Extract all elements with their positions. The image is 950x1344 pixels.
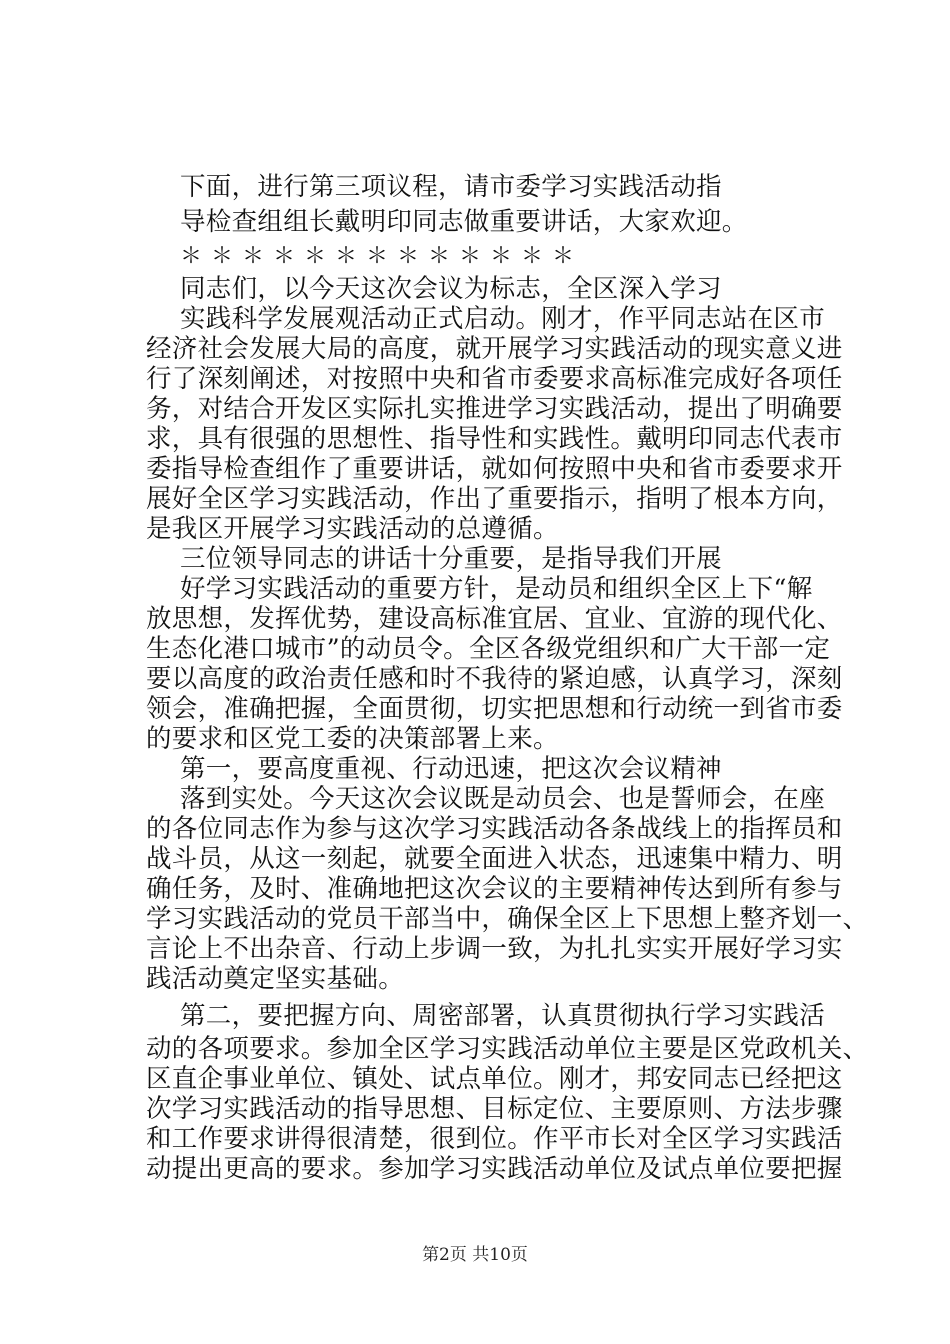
text-line: 的要求和区党工委的决策部署上来。 <box>146 724 559 754</box>
text-line: 要以高度的政治责任感和时不我待的紧迫感，认真学习，深刻 <box>146 664 843 694</box>
text-line: 是我区开展学习实践活动的总遵循。 <box>146 514 559 544</box>
text-line: 下面，进行第三项议程，请市委学习实践活动指 <box>180 172 722 202</box>
text-line: 言论上不出杂音、行动上步调一致，为扎扎实实开展好学习实 <box>146 934 843 964</box>
text-line: 务，对结合开发区实际扎实推进学习实践活动，提出了明确要 <box>146 394 843 424</box>
text-line: 战斗员，从这一刻起，就要全面进入状态，迅速集中精力、明 <box>146 844 843 874</box>
text-line: 动的各项要求。参加全区学习实践活动单位主要是区党政机关、 <box>146 1034 869 1064</box>
text-line: 经济社会发展大局的高度，就开展学习实践活动的现实意义进 <box>146 334 843 364</box>
text-line: 同志们，以今天这次会议为标志，全区深入学习 <box>180 274 722 304</box>
text-line: 确任务，及时、准确地把这次会议的主要精神传达到所有参与 <box>146 874 843 904</box>
text-line: 动提出更高的要求。参加学习实践活动单位及试点单位要把握 <box>146 1154 843 1184</box>
text-line: 第二，要把握方向、周密部署，认真贯彻执行学习实践活 <box>180 1001 826 1031</box>
text-line: 次学习实践活动的指导思想、目标定位、主要原则、方法步骤 <box>146 1094 843 1124</box>
text-line: 领会，准确把握，全面贯彻，切实把思想和行动统一到省市委 <box>146 694 843 724</box>
text-line: 生态化港口城市”的动员令。全区各级党组织和广大干部一定 <box>146 634 831 664</box>
text-line: 行了深刻阐述，对按照中央和省市委要求高标准完成好各项任 <box>146 364 843 394</box>
text-line: 放思想，发挥优势，建设高标准宜居、宜业、宜游的现代化、 <box>146 604 843 634</box>
text-line: 和工作要求讲得很清楚，很到位。作平市长对全区学习实践活 <box>146 1124 843 1154</box>
text-line: 三位领导同志的讲话十分重要，是指导我们开展 <box>180 544 722 574</box>
text-line: 第一，要高度重视、行动迅速，把这次会议精神 <box>180 754 722 784</box>
text-line: 区直企事业单位、镇处、试点单位。刚才，邦安同志已经把这 <box>146 1064 843 1094</box>
text-line: 好学习实践活动的重要方针，是动员和组织全区上下“解 <box>180 574 813 604</box>
text-line: 导检查组组长戴明印同志做重要讲话，大家欢迎。 <box>180 207 748 237</box>
text-line: 实践科学发展观活动正式启动。刚才，作平同志站在区市 <box>180 304 826 334</box>
text-line: 践活动奠定坚实基础。 <box>146 964 405 994</box>
text-line: 求，具有很强的思想性、指导性和实践性。戴明印同志代表市 <box>146 424 843 454</box>
text-line: 展好全区学习实践活动，作出了重要指示，指明了根本方向， <box>146 484 843 514</box>
separator-stars: ＊＊＊＊＊＊＊＊＊＊＊＊＊ <box>180 244 584 269</box>
text-line: 委指导检查组作了重要讲话，就如何按照中央和省市委要求开 <box>146 454 843 484</box>
text-line: 学习实践活动的党员干部当中，确保全区上下思想上整齐划一、 <box>146 904 869 934</box>
text-line: 落到实处。今天这次会议既是动员会、也是誓师会，在座 <box>180 784 826 814</box>
text-line: 的各位同志作为参与这次学习实践活动各条战线上的指挥员和 <box>146 814 843 844</box>
page-number-footer: 第2页 共10页 <box>422 1245 528 1265</box>
